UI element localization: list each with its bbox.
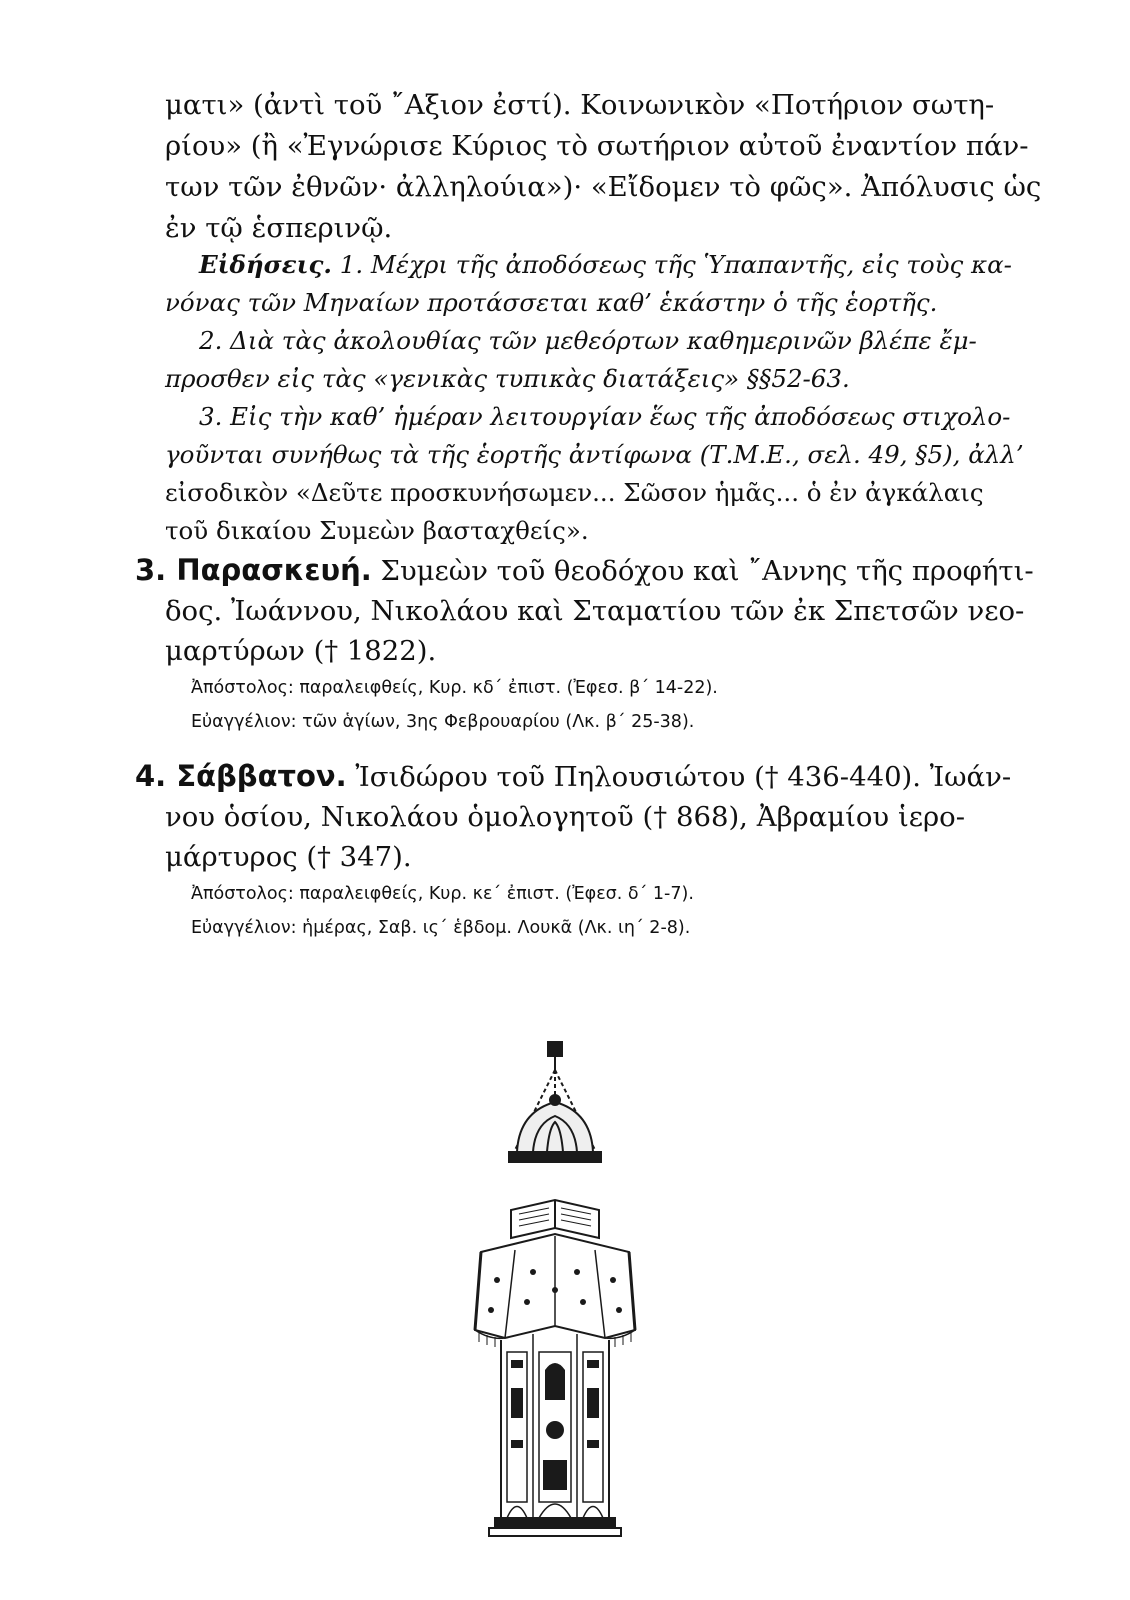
intro-line-4: ἐν τῷ ἑσπερινῷ.: [165, 212, 393, 244]
intro-line-3: των τῶν ἐθνῶν· ἀλληλούια»)· «Εἴδομεν τὸ φῶς». Ἀπόλυσις ὡς: [165, 171, 1042, 203]
notes-line-1: Εἰδήσεις. 1. Μέχρι τῆς ἀποδόσεως τῆς Ὑπαπαντῆς, εἰς τοὺς κα-: [199, 250, 1012, 279]
notes-line-7: εἰσοδικὸν «Δεῦτε προσκυνήσωμεν... Σῶσον ἡμᾶς... ὁ ἐν ἀγκάλαις: [165, 478, 984, 507]
day-3-line-3: μαρτύρων († 1822).: [165, 635, 437, 667]
day-3-gospel-reading: Εὐαγγέλιον: τῶν ἁγίων, 3ης Φεβρουαρίου (Λκ. β΄ 25-38).: [191, 712, 695, 732]
intro-paragraph: [165, 85, 1042, 249]
day-3-line-2: δος. Ἰωάννου, Νικολάου καὶ Σταματίου τῶν ἐκ Σπετσῶν νεο-: [165, 595, 1025, 627]
notes-line-5: 3. Εἰς τὴν καθ’ ἡμέραν λειτουργίαν ἕως τῆς ἀποδόσεως στιχολο-: [199, 402, 1011, 431]
notes-line-8: τοῦ δικαίου Συμεὼν βασταχθείς».: [165, 516, 589, 545]
notes-paragraph: [165, 246, 1024, 550]
day-3-apostle-reading: Ἀπόστολος: παραλειφθείς, Κυρ. κδ΄ ἐπιστ. (Ἐφεσ. β΄ 14-22).: [191, 678, 718, 698]
intro-line-2: ρίου» (ἢ «Ἐγνώρισε Κύριος τὸ σωτήριον αὐτοῦ ἐναντίον πάν-: [165, 130, 1029, 162]
intro-line-1: ματι» (ἀντὶ τοῦ ῎Αξιον ἐστί). Κοινωνικὸν «Ποτήριον σωτη-: [165, 89, 995, 121]
day-4-line-1: 4. Σάββατον. Ἰσιδώρου τοῦ Πηλουσιώτου († 436-440). Ἰωάν-: [135, 759, 1012, 793]
day-4-heading: 4. Σάββατον.: [135, 759, 347, 793]
day-3-line-1: 3. Παρασκευή. Συμεὼν τοῦ θεοδόχου καὶ ῎Αννης τῆς προφήτι-: [135, 553, 1034, 587]
notes-line-4: προσθεν εἰς τὰς «γενικὰς τυπικὰς διατάξεις» §§52-63.: [165, 364, 850, 393]
day-4-apostle-reading: Ἀπόστολος: παραλειφθείς, Κυρ. κε΄ ἐπιστ. (Ἐφεσ. δ΄ 1-7).: [191, 884, 694, 904]
day-3-heading: 3. Παρασκευή.: [135, 553, 372, 587]
lectern-with-book-and-lamp-icon: [455, 1040, 655, 1550]
notes-label: Εἰδήσεις.: [199, 250, 332, 279]
day-entry-4: [135, 756, 1012, 945]
day-entry-3: [135, 550, 1034, 739]
notes-line-2: νόνας τῶν Μηναίων προτάσσεται καθ’ ἑκάστην ὁ τῆς ἑορτῆς.: [165, 288, 938, 317]
day-4-gospel-reading: Εὐαγγέλιον: ἡμέρας, Σαβ. ις΄ ἑβδομ. Λουκᾶ (Λκ. ιη΄ 2-8).: [191, 918, 691, 938]
notes-line-3: 2. Διὰ τὰς ἀκολουθίας τῶν μεθεόρτων καθημερινῶν βλέπε ἔμ-: [199, 326, 977, 355]
notes-line-6: γοῦνται συνήθως τὰ τῆς ἑορτῆς ἀντίφωνα (Τ.Μ.Ε., σελ. 49, §5), ἀλλ’: [165, 440, 1024, 469]
day-4-line-3: μάρτυρος († 347).: [165, 841, 412, 873]
day-4-line-2: νου ὁσίου, Νικολάου ὁμολογητοῦ († 868), Ἀβραμίου ἱερο-: [165, 801, 965, 833]
